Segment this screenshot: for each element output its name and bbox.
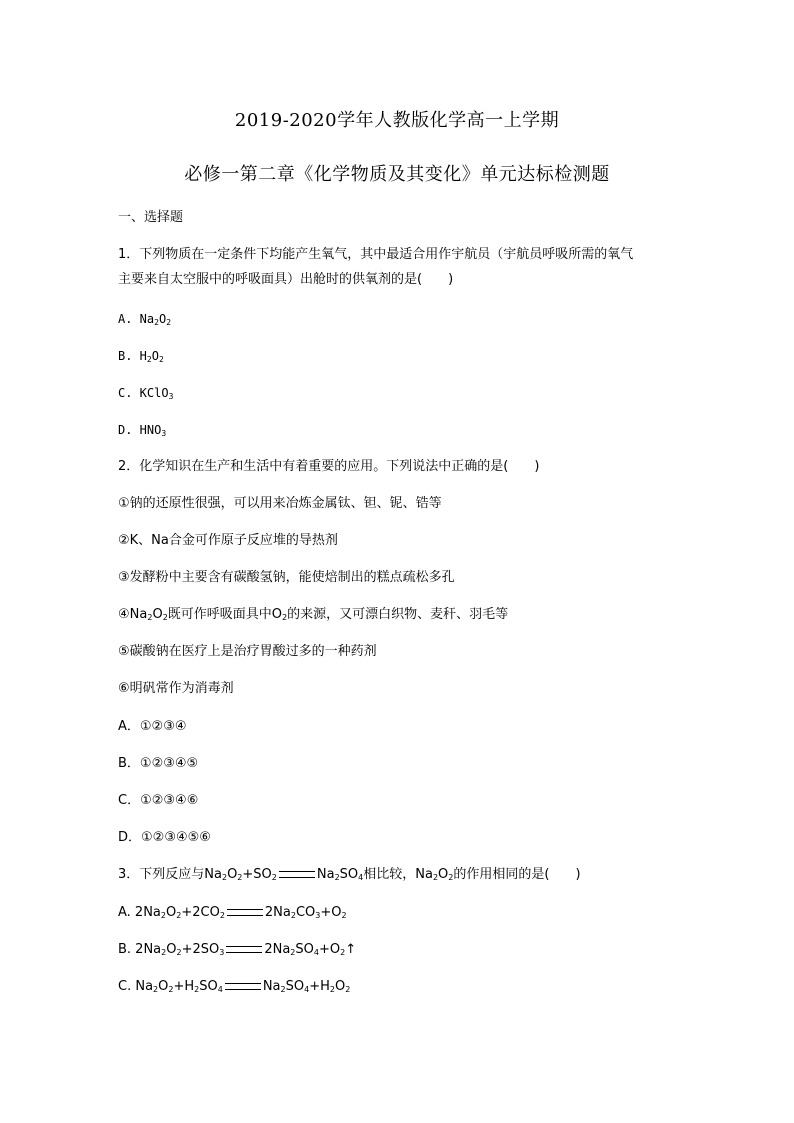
subscript: 2 [176, 948, 182, 957]
subscript: 2 [147, 613, 153, 622]
q3-option-b-text: B. 2Na [118, 942, 162, 957]
subscript: 2 [237, 873, 243, 882]
q2-statement-1: ①钠的还原性很强，可以用来冶炼金属钛、钽、铌、锆等 [118, 496, 442, 511]
q3-option-a-text: A. 2Na [118, 905, 161, 920]
subscript: 2 [290, 948, 296, 957]
subscript: 2 [160, 911, 166, 920]
q3-option-b-text: 2Na [264, 942, 291, 957]
subscript: 4 [358, 873, 364, 882]
q2-option-c: C．①②③④⑥ [118, 793, 199, 808]
q1-option-b-text: B. H [118, 349, 147, 363]
subscript: 2 [448, 873, 454, 882]
subscript: 3 [315, 911, 321, 920]
q3-option-a-text: CO [295, 905, 316, 920]
subscript: 2 [154, 318, 159, 327]
q1-option-b-text: O [151, 349, 159, 363]
q3-option-a-text: O [166, 905, 177, 920]
subscript: 2 [219, 911, 225, 920]
q2-stem: 2．化学知识在生产和生活中有着重要的应用。下列说法中正确的是( ) [118, 459, 540, 474]
q2-statement-4-text: 既可作呼吸面具中O [167, 607, 283, 622]
q1-option-a-text: A. Na [118, 312, 155, 326]
q3-stem-text: 相比较，Na [363, 867, 433, 882]
q3-stem-text: Na [316, 867, 335, 882]
q3-option-c-text: +H [309, 979, 330, 994]
q3-option-b [118, 941, 356, 959]
q2-statement-5: ⑤碳酸钠在医疗上是治疗胃酸过多的一种药剂 [118, 644, 377, 659]
subscript: 2 [153, 985, 159, 994]
subscript: 2 [158, 355, 164, 364]
subscript: 2 [161, 948, 167, 957]
subscript: 2 [194, 985, 200, 994]
q3-option-b-text: +2SO [181, 942, 220, 957]
subscript: 2 [280, 985, 286, 994]
q2-option-d: D．①②③④⑤⑥ [118, 830, 211, 845]
subscript: 2 [168, 985, 174, 994]
subscript: 2 [176, 911, 182, 920]
q2-statement-6: ⑥明矾常作为消毒剂 [118, 681, 234, 696]
q3-option-c-text: SO [285, 979, 305, 994]
q3-option-b-text: SO [295, 942, 314, 957]
subscript: 2 [271, 873, 277, 882]
subscript: 2 [146, 355, 152, 364]
q1-option-b [118, 347, 164, 365]
q1-option-c [118, 384, 173, 402]
q1-option-c-text: C. KClO [118, 386, 169, 400]
subscript: 2 [162, 613, 168, 622]
q1-option-a [118, 310, 171, 328]
q3-option-a-text: +2CO [181, 905, 220, 920]
q2-option-a: A．①②③④ [118, 719, 187, 734]
q1-stem-line2: 主要来自太空服中的呼吸面具）出舱时的供氧剂的是( ) [118, 272, 454, 287]
q3-option-b-text: O [166, 942, 177, 957]
q3-stem-text: O [438, 867, 449, 882]
q3-option-c-text: Na [262, 979, 281, 994]
subscript: 2 [340, 948, 346, 957]
equals-sign [279, 871, 315, 878]
q2-statement-4 [118, 606, 508, 624]
subscript: 2 [166, 318, 172, 327]
q2-statement-4-text: ④Na [118, 607, 148, 622]
subscript: 4 [313, 948, 319, 957]
q3-stem-text: 的作用相同的是( ) [453, 867, 581, 882]
q2-statement-2: ②K、Na合金可作原子反应堆的导热剂 [118, 533, 338, 548]
document-subtitle: 必修一第二章《化学物质及其变化》单元达标检测题 [184, 164, 610, 185]
equals-sign [225, 983, 261, 990]
q3-option-c-text: C. Na [118, 979, 154, 994]
q3-option-c [118, 978, 350, 996]
q3-stem [118, 866, 581, 884]
q3-option-c-text: +H [173, 979, 195, 994]
q3-option-c-text: SO [199, 979, 218, 994]
equals-sign [227, 909, 263, 916]
subscript: 3 [219, 948, 225, 957]
q2-option-b: B．①②③④⑤ [118, 756, 199, 771]
subscript: 2 [334, 873, 340, 882]
q3-stem-text: O [227, 867, 238, 882]
subscript: 4 [217, 985, 223, 994]
subscript: 2 [290, 911, 296, 920]
subscript: 2 [329, 985, 335, 994]
gas-arrow-icon: ↑ [345, 942, 357, 957]
q1-option-a-text: O [158, 312, 167, 326]
document-title: 2019-2020学年人教版化学高一上学期 [234, 110, 560, 131]
subscript: 2 [282, 613, 288, 622]
q3-option-c-text: O [158, 979, 169, 994]
q1-option-d-text: D. HNO [118, 423, 162, 437]
q2-statement-4-text: 的来源，又可漂白织物、麦秆、羽毛等 [287, 607, 509, 622]
q3-option-a [118, 904, 347, 922]
q3-stem-text: +SO [242, 867, 272, 882]
subscript: 2 [341, 911, 347, 920]
subscript: 3 [168, 392, 174, 401]
section-heading: 一、选择题 [118, 210, 184, 225]
q2-statement-4-text: O [152, 607, 163, 622]
q3-option-b-text: +O [318, 942, 341, 957]
subscript: 3 [161, 429, 167, 438]
equals-sign [226, 946, 262, 953]
q3-stem-text: 3．下列反应与Na [118, 867, 222, 882]
q3-option-a-text: +O [320, 905, 342, 920]
q3-option-c-text: O [334, 979, 346, 994]
subscript: 2 [432, 873, 439, 882]
subscript: 4 [304, 985, 310, 994]
q3-option-a-text: 2Na [264, 905, 291, 920]
subscript: 2 [345, 985, 351, 994]
q1-option-d [118, 421, 166, 439]
q1-stem-line1: 1．下列物质在一定条件下均能产生氧气，其中最适合用作宇航员（宇航员呼吸所需的氧气 [118, 247, 634, 262]
q3-stem-text: SO [339, 867, 359, 882]
q2-statement-3: ③发酵粉中主要含有碳酸氢钠，能使焙制出的糕点疏松多孔 [118, 570, 455, 585]
subscript: 2 [221, 873, 228, 882]
